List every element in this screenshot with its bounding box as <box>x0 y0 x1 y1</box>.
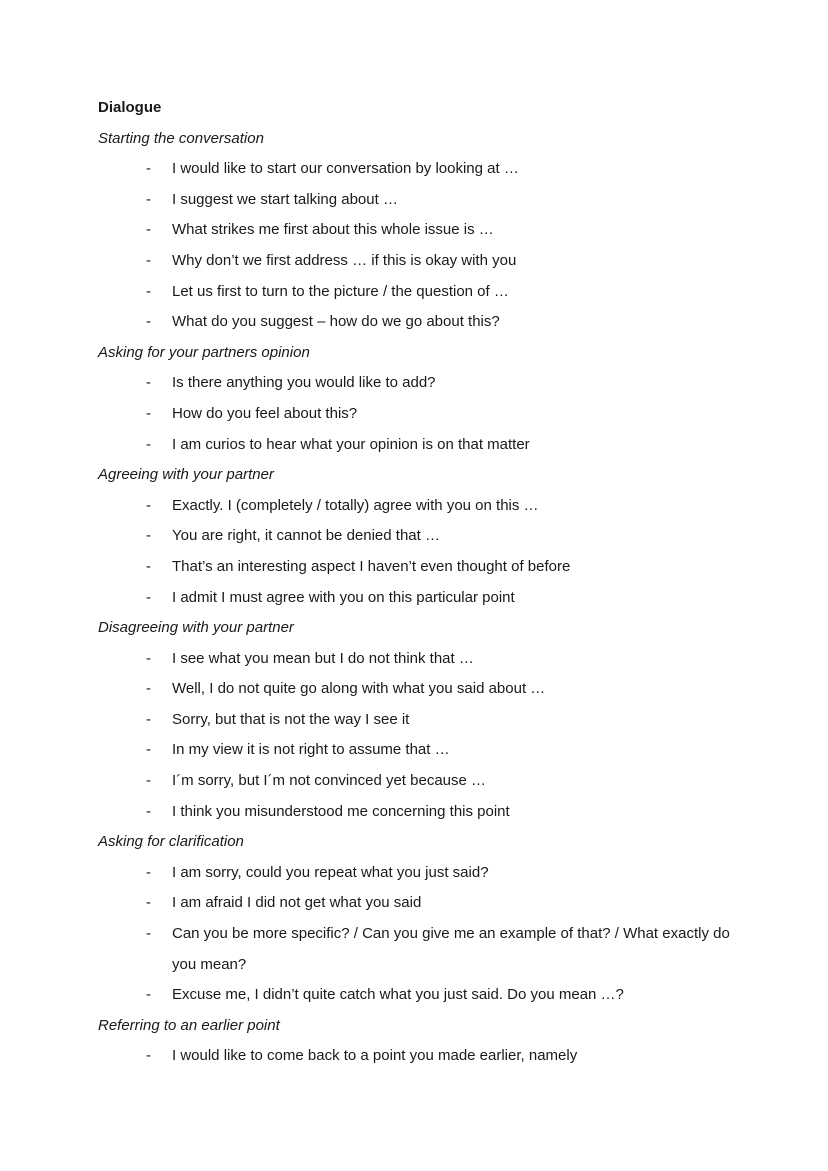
list-item: - I think you misunderstood me concerning this point <box>146 802 510 820</box>
list-item: - Can you be more specific? / Can you give me an example of that? / What exactly do you mean? <box>146 925 730 973</box>
list-item: - What strikes me first about this whole issue is … <box>146 221 494 239</box>
section-heading: Referring to an earlier point <box>98 1016 280 1034</box>
document-body <box>98 93 758 1072</box>
list-item: - I would like to start our conversation by looking at … <box>146 160 519 178</box>
list-item: - I am curios to hear what your opinion is on that matter <box>146 435 530 453</box>
list-item: - That’s an interesting aspect I haven’t even thought of before <box>146 557 571 575</box>
section-heading: Asking for clarification <box>98 833 244 851</box>
list-item: - Excuse me, I didn’t quite catch what you just said. Do you mean …? <box>146 986 624 1004</box>
page-title: Dialogue <box>98 99 162 116</box>
list-item: - I see what you mean but I do not think that … <box>146 649 474 667</box>
list-item: - I admit I must agree with you on this particular point <box>146 588 515 606</box>
list-item: - I am sorry, could you repeat what you just said? <box>146 863 489 881</box>
section-heading: Starting the conversation <box>98 129 264 147</box>
list-item: - How do you feel about this? <box>146 404 358 422</box>
list-item: - Sorry, but that is not the way I see it <box>146 710 410 728</box>
section-heading: Disagreeing with your partner <box>98 619 294 637</box>
section-heading: Asking for your partners opinion <box>98 343 310 361</box>
list-item: - I´m sorry, but I´m not convinced yet because … <box>146 772 487 790</box>
list-item: - I would like to come back to a point you made earlier, namely <box>146 1047 578 1065</box>
list-item: - Well, I do not quite go along with what you said about … <box>146 680 546 698</box>
list-item: - In my view it is not right to assume that … <box>146 741 450 759</box>
list-item: - You are right, it cannot be denied that … <box>146 527 440 545</box>
list-item: - I am afraid I did not get what you said <box>146 894 422 912</box>
list-item: - Let us first to turn to the picture / the question of … <box>146 282 509 300</box>
section-heading: Agreeing with your partner <box>98 466 274 484</box>
list-item: - What do you suggest – how do we go about this? <box>146 313 500 331</box>
list-item: - Why don’t we first address … if this is okay with you <box>146 251 517 269</box>
list-item: - Is there anything you would like to add? <box>146 374 436 392</box>
list-item: - Exactly. I (completely / totally) agree with you on this … <box>146 496 539 514</box>
list-item: - I suggest we start talking about … <box>146 190 398 208</box>
